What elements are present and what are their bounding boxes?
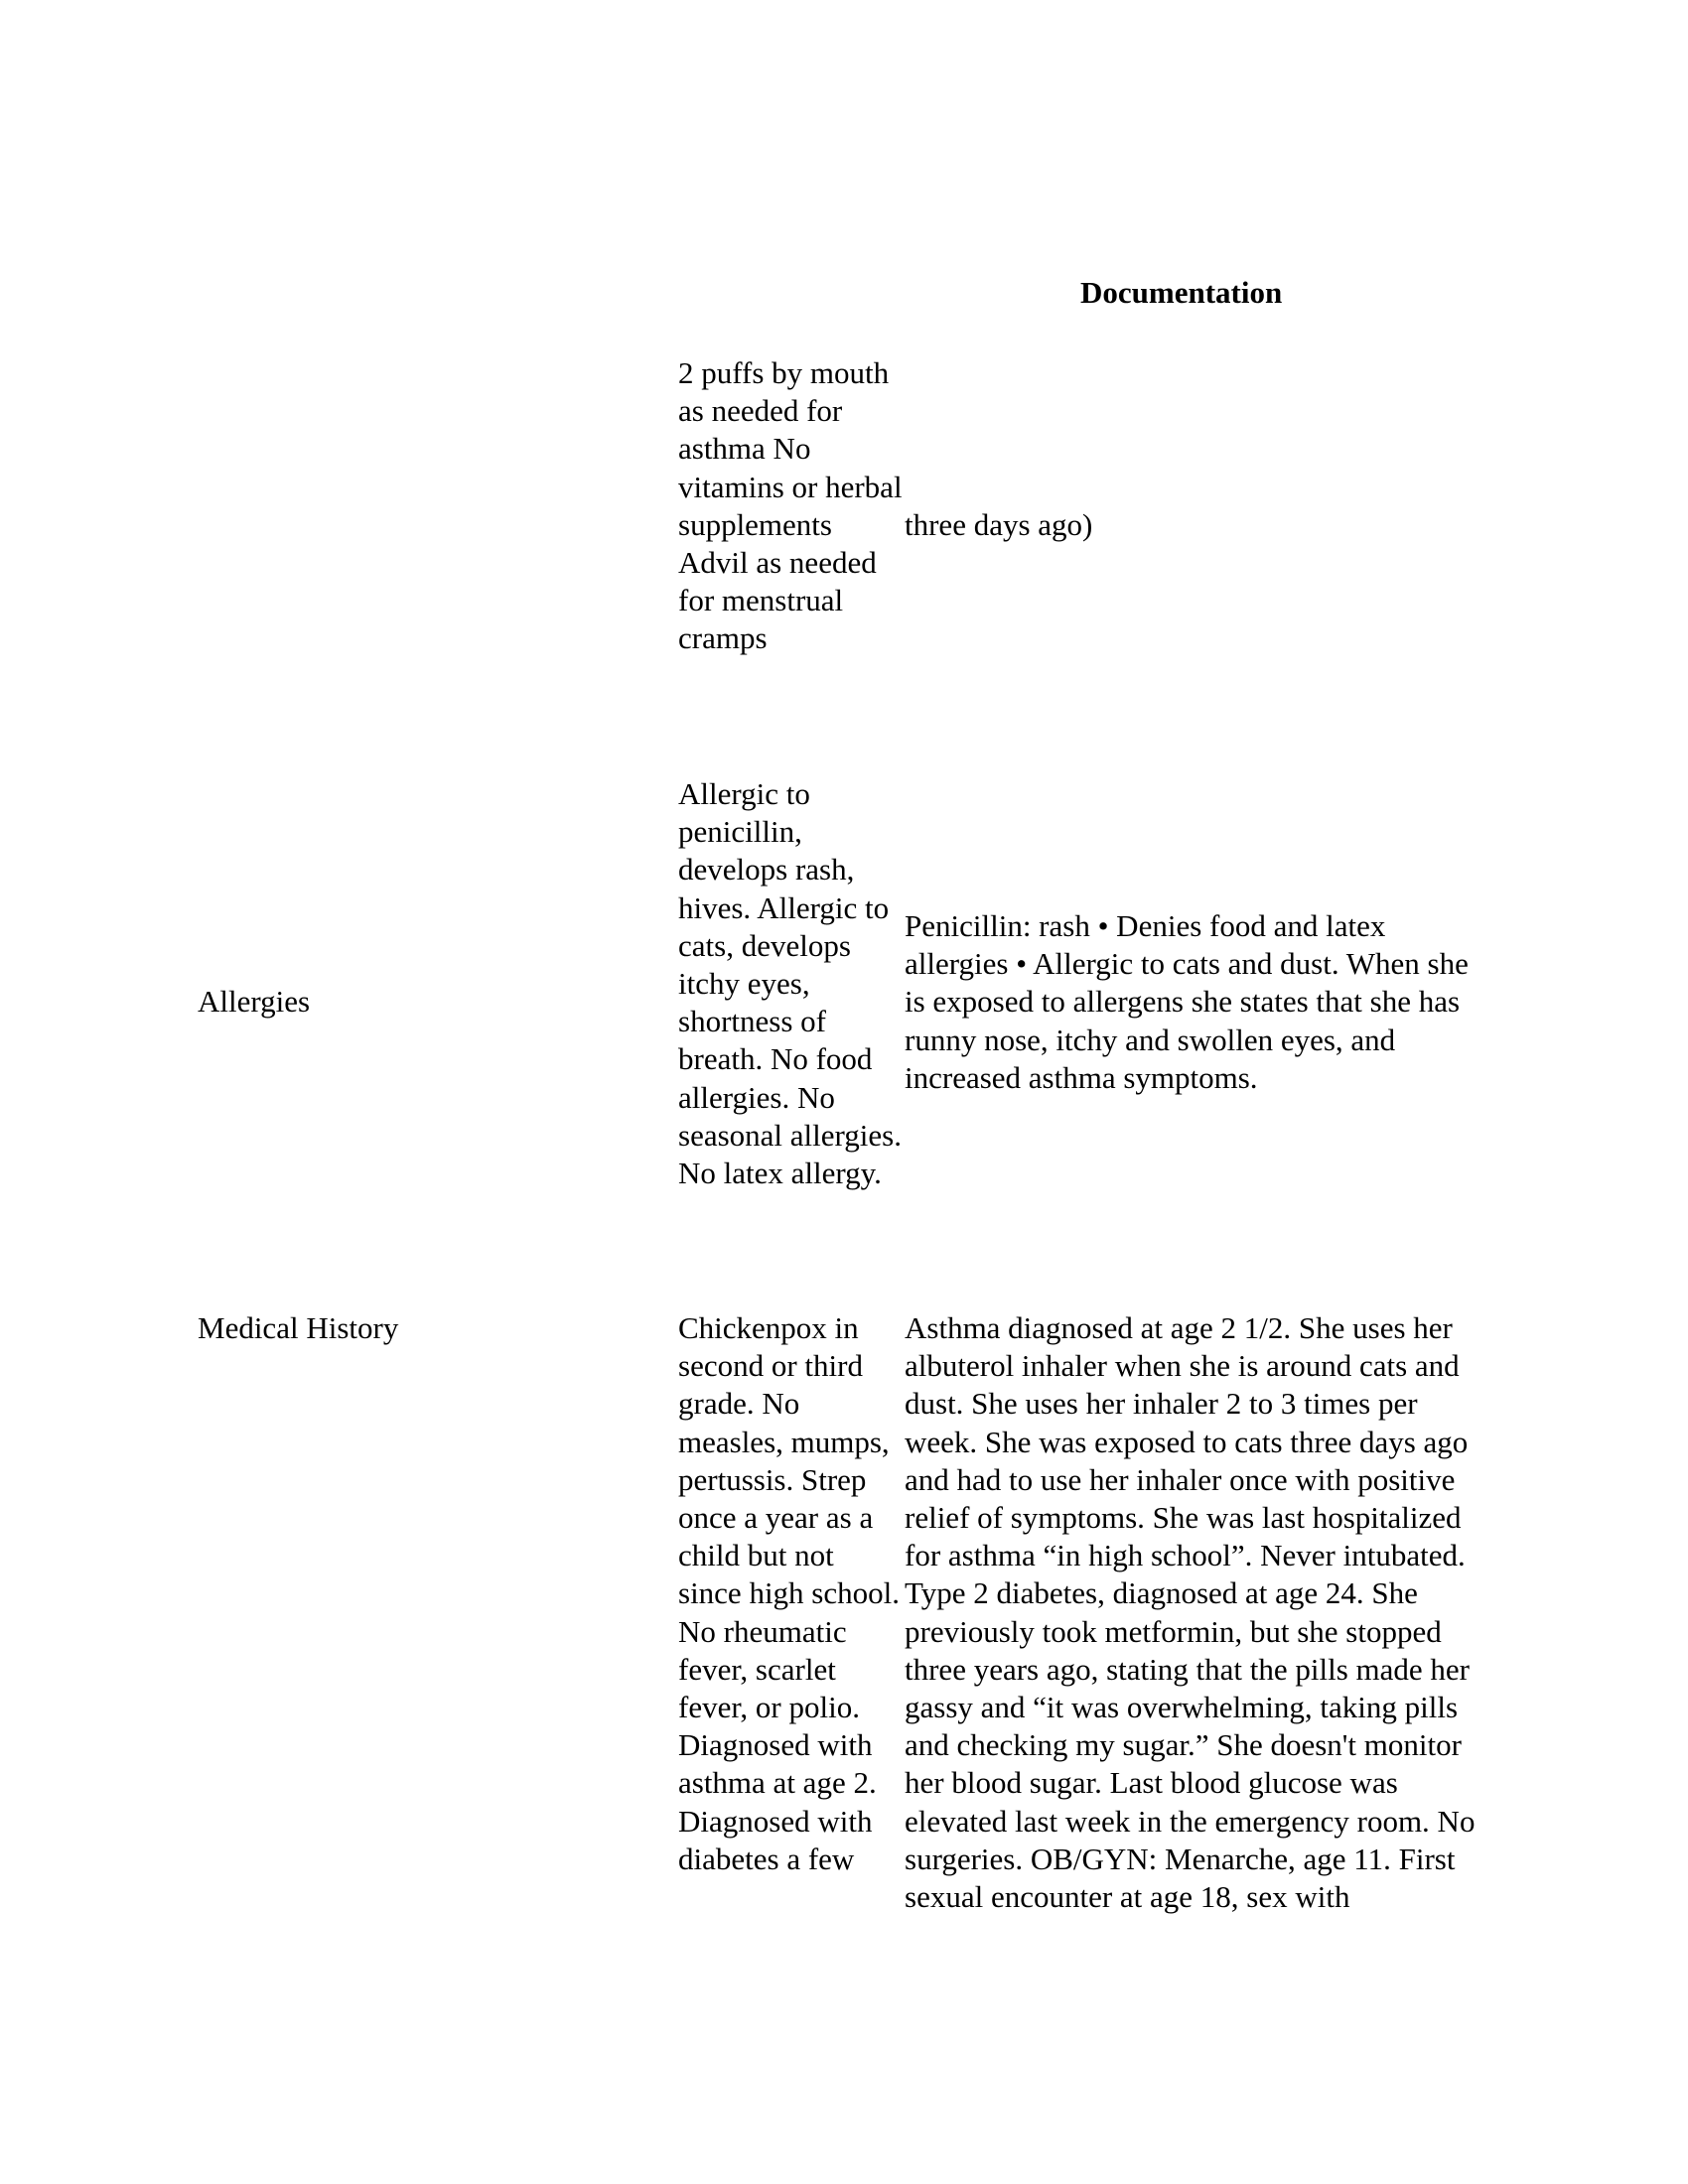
- medical-history-patient-response: Chickenpox in second or third grade. No measles, mumps, pertussis. Strep once a year as a child but not since high school. No rheumatic fever, scarlet fever, or polio. Diagnosed with asthma at age 2. Diagnosed with diabetes a few: [678, 1310, 900, 1876]
- medical-history-label: Medical History: [198, 1310, 399, 1345]
- medications-documentation: three days ago): [905, 507, 1093, 542]
- documentation-column-header: Documentation: [1080, 275, 1283, 310]
- allergies-label: Allergies: [198, 984, 311, 1019]
- allergies-patient-response: Allergic to penicillin, develops rash, hives. Allergic to cats, develops itchy eyes, shortness of breath. No food allergies. No seasonal allergies. No latex allergy.: [678, 776, 902, 1191]
- medical-history-documentation: Asthma diagnosed at age 2 1/2. She uses her albuterol inhaler when she is around cats and dust. She uses her inhaler 2 to 3 times per week. She was exposed to cats three days ago and had to use her inhaler once with positive relief of symptoms. She was last hospitalized for asthma “in high school”. Never intubated. Type 2 diabetes, diagnosed at age 24. She previously took metformin, but she stopped three years ago, stating that the pills made her gassy and “it was overwhelming, taking pills and checking my sugar.” She doesn't monitor her blood sugar. Last blood glucose was elevated last week in the emergency room. No surgeries. OB/GYN: Menarche, age 11. First sexual encounter at age 18, sex with: [905, 1310, 1476, 1915]
- medications-patient-response: 2 puffs by mouth as needed for asthma No vitamins or herbal supplements Advil as needed for menstrual cramps: [678, 355, 903, 656]
- allergies-documentation: Penicillin: rash • Denies food and latex allergies • Allergic to cats and dust. When she is exposed to allergens she states that she has runny nose, itchy and swollen eyes, and increased asthma symptoms.: [905, 908, 1469, 1095]
